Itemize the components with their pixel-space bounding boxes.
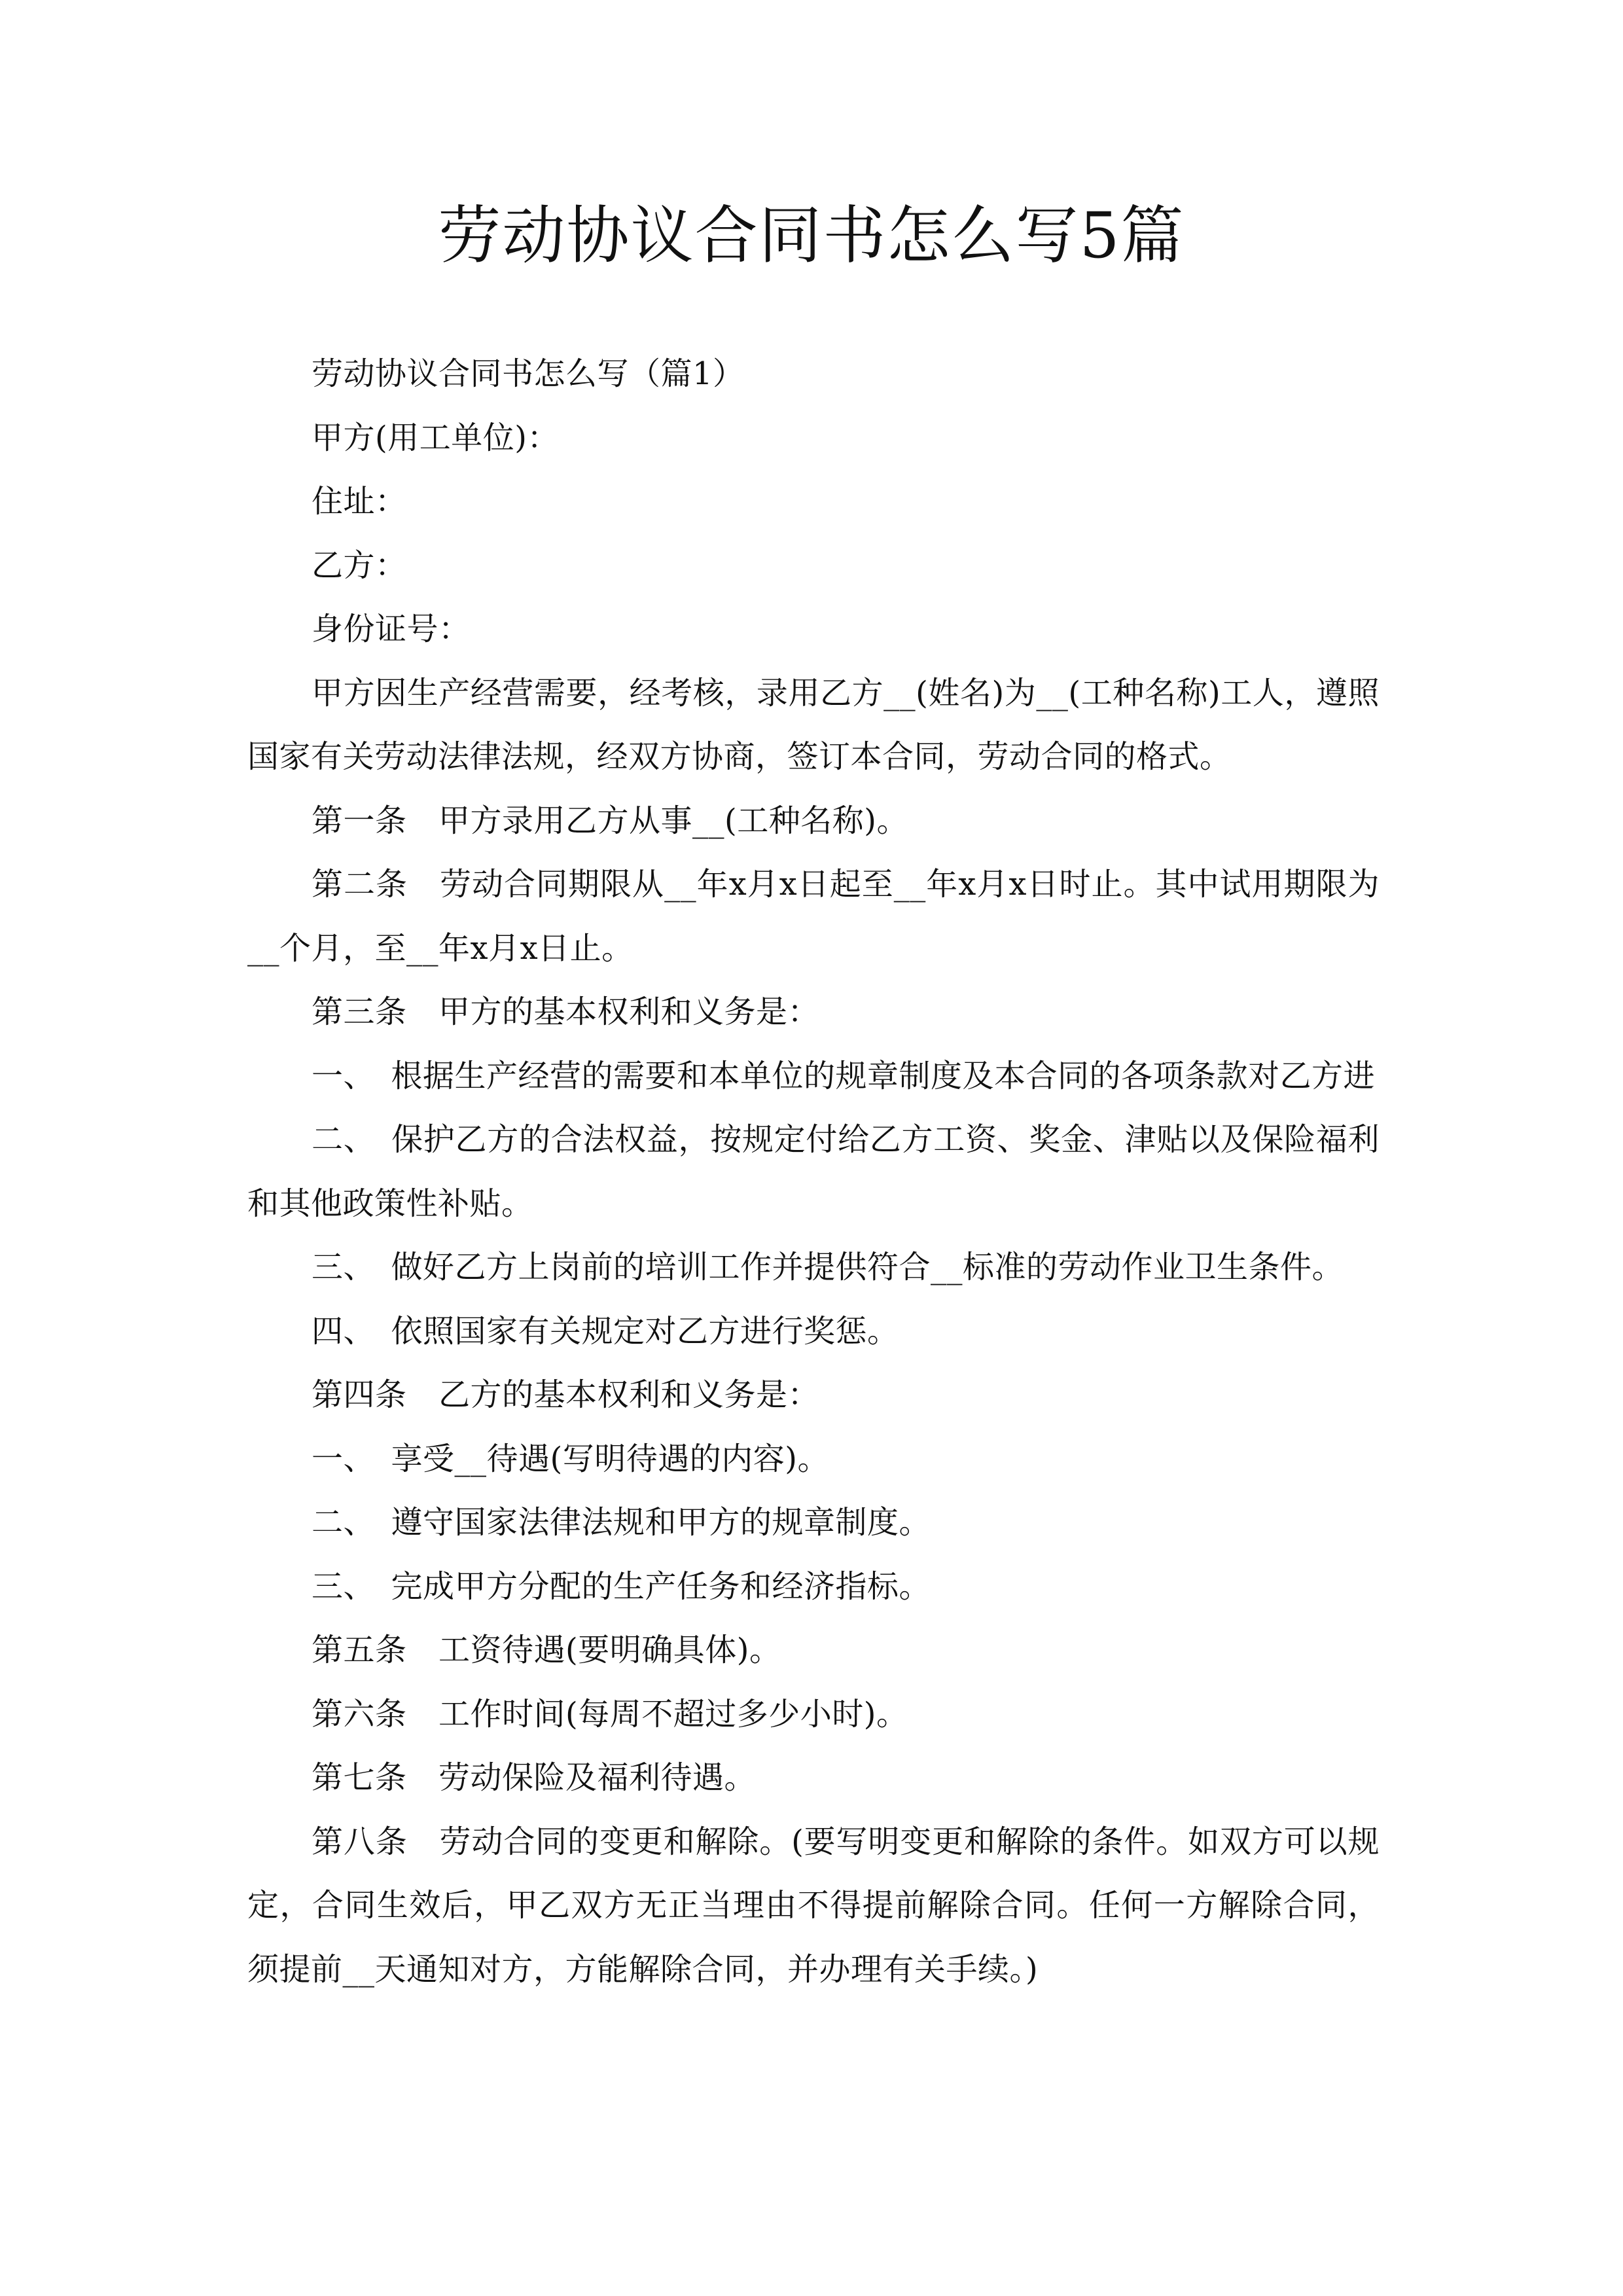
article-3-item-3: 三、 做好乙方上岗前的培训工作并提供符合__标准的劳动作业卫生条件。 [312,1249,1344,1285]
article-6: 第六条 工作时间(每周不超过多少小时)。 [312,1695,908,1732]
document-title: 劳动协议合同书怎么写5篇 [438,199,1185,272]
party-a-field: 甲方(用工单位)： [312,419,559,456]
document-body [247,342,1380,2001]
party-b-field: 乙方： [312,547,407,584]
article-4: 第四条 乙方的基本权利和义务是： [312,1376,820,1413]
article-3: 第三条 甲方的基本权利和义务是： [312,994,820,1030]
article-2: 第二条 劳动合同期限从__年x月x日起至__年x月x日时止。其中试用期限为__个月，至__年x月x日止。 [247,866,1380,967]
article-4-item-3: 三、 完成甲方分配的生产任务和经济指标。 [312,1568,931,1605]
article-3-item-4: 四、 依照国家有关规定对乙方进行奖惩。 [312,1312,899,1350]
article-5: 第五条 工资待遇(要明确具体)。 [312,1632,781,1668]
preamble-paragraph: 甲方因生产经营需要，经考核，录用乙方__(姓名)为__(工种名称)工人，遵照国家有关劳动法律法规，经双方协商，签订本合同，劳动合同的格式。 [247,674,1380,775]
article-4-item-1: 一、 享受__待遇(写明待遇的内容)。 [312,1440,829,1477]
article-8: 第八条 劳动合同的变更和解除。(要写明变更和解除的条件。如双方可以规定，合同生效后，甲乙双方无正当理由不得提前解除合同。任何一方解除合同，须提前__天通知对方，方能解除合同，并办理有关手续。) [247,1823,1380,1988]
article-7: 第七条 劳动保险及福利待遇。 [312,1759,757,1796]
id-number-field: 身份证号： [312,611,471,647]
section-heading: 劳动协议合同书怎么写（篇1） [312,355,745,392]
article-1: 第一条 甲方录用乙方从事__(工种名称)。 [312,802,908,839]
article-3-item-2: 二、 保护乙方的合法权益，按规定付给乙方工资、奖金、津贴以及保险福利和其他政策性补贴。 [247,1121,1380,1222]
article-4-item-2: 二、 遵守国家法律法规和甲方的规章制度。 [312,1504,931,1541]
article-3-item-1: 一、 根据生产经营的需要和本单位的规章制度及本合同的各项条款对乙方进 [312,1057,1376,1094]
address-field: 住址： [312,483,407,520]
